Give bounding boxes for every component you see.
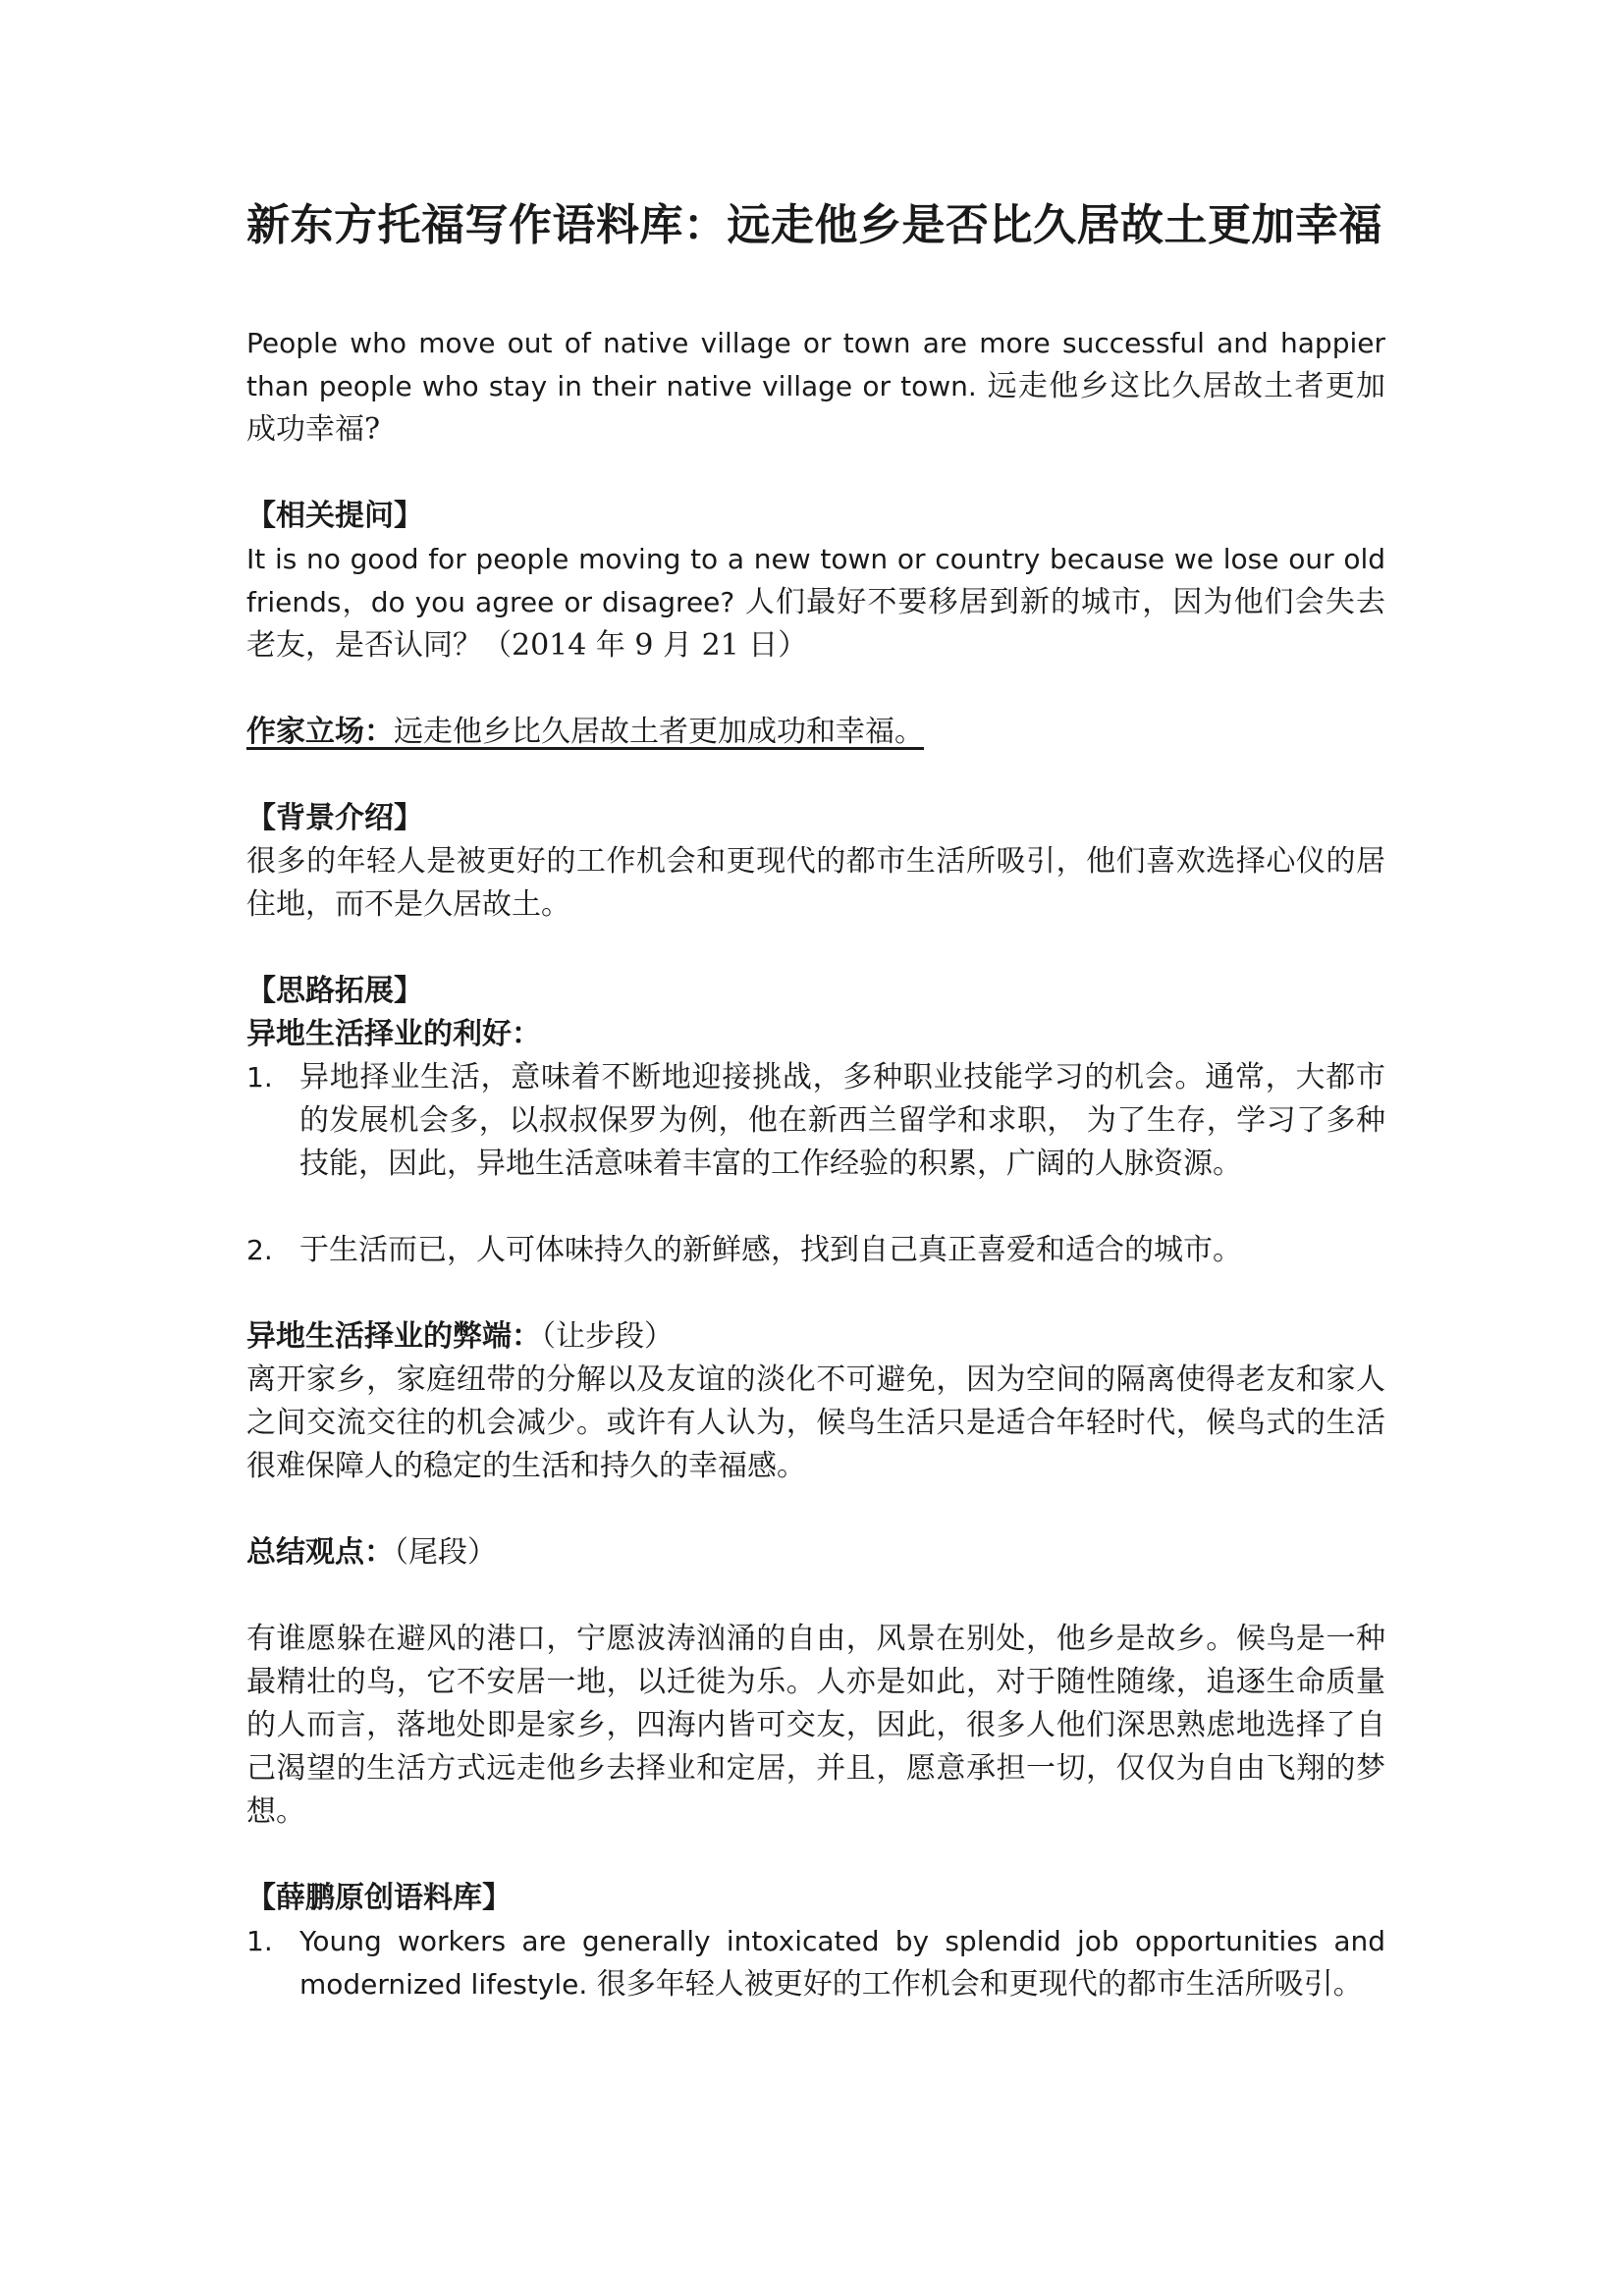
- list-number: 1.: [246, 1061, 273, 1094]
- list-text: 异地择业生活，意味着不断地迎接挑战，多种职业技能学习的机会。通常，大都市的发展机会多，以叔叔保罗为例，他在新西兰留学和求职， 为了生存，学习了多种技能，因此，异地生活意味着丰富的工作经验的积累，广阔的人脉资源。: [299, 1060, 1385, 1181]
- background-text: 很多的年轻人是被更好的工作机会和更现代的都市生活所吸引，他们喜欢选择心仪的居住地，而不是久居故土。: [246, 844, 1385, 922]
- pros-list: [246, 1056, 1385, 1272]
- background-section: [246, 797, 1385, 927]
- summary-note: （尾段）: [394, 1535, 497, 1570]
- list-item: [246, 1920, 1385, 2006]
- corpus-chinese: 很多年轻人被更好的工作机会和更现代的都市生活所吸引。: [596, 1967, 1363, 2002]
- cons-note: （让步段）: [541, 1319, 674, 1354]
- list-text: 于生活而已，人可体味持久的新鲜感，找到自己真正喜爱和适合的城市。: [299, 1233, 1242, 1267]
- corpus-list: [246, 1920, 1385, 2006]
- cons-text: 离开家乡，家庭纽带的分解以及友谊的淡化不可避免，因为空间的隔离使得老友和家人之间交流交往的机会减少。或许有人认为，候鸟生活只是适合年轻时代，候鸟式的生活很难保障人的稳定的生活和持久的幸福感。: [246, 1362, 1385, 1483]
- list-number: 2.: [246, 1234, 273, 1266]
- cons-label: 异地生活择业的弊端：: [246, 1319, 541, 1354]
- summary-heading-line: [246, 1531, 1385, 1575]
- list-item: [246, 1229, 1385, 1272]
- corpus-heading: 【薛鹏原创语料库】: [246, 1881, 512, 1915]
- related-paragraph: [246, 538, 1385, 667]
- list-number: 1.: [246, 1925, 273, 1957]
- document-page: [246, 196, 1385, 2006]
- related-chinese: 人们最好不要移居到新的城市，因为他们会失去老友，是否认同？（2014 年 9 月 21 日）: [246, 585, 1385, 663]
- intro-english: People who move out of native village or town are more successful and happier than people who stay in their native village or town.: [246, 327, 1385, 402]
- related-section: [246, 495, 1385, 667]
- stance-text: 远走他乡比久居故土者更加成功和幸福。: [394, 715, 924, 749]
- ideas-heading: 【思路拓展】: [246, 974, 423, 1008]
- intro-chinese: 远走他乡这比久居故土者更加成功幸福?: [246, 369, 1386, 447]
- cons-heading-line: [246, 1315, 1385, 1359]
- background-heading: 【背景介绍】: [246, 801, 423, 835]
- pros-label: 异地生活择业的利好：: [246, 1017, 541, 1051]
- related-english: It is no good for people moving to a new town or country because we lose our old friends，do you agree or disagree?: [246, 543, 1385, 618]
- intro-paragraph: [246, 322, 1385, 452]
- ideas-section: [246, 970, 1385, 1272]
- stance-label: 作家立场：: [246, 715, 394, 749]
- list-item: [246, 1056, 1385, 1186]
- summary-text: 有谁愿躲在避风的港口，宁愿波涛汹涌的自由，风景在别处，他乡是故乡。候鸟是一种最精壮的鸟，它不安居一地，以迁徙为乐。人亦是如此，对于随性随缘，追逐生命质量的人而言，落地处即是家乡，四海内皆可交友，因此，很多人他们深思熟虑地选择了自己渴望的生活方式远走他乡去择业和定居，并且，愿意承担一切，仅仅为自由飞翔的梦想。: [246, 1622, 1385, 1829]
- related-heading: 【相关提问】: [246, 499, 423, 533]
- author-stance: [246, 711, 1385, 754]
- summary-label: 总结观点：: [246, 1535, 394, 1570]
- cons-section: [246, 1315, 1385, 1488]
- corpus-english: Young workers are generally intoxicated by splendid job opportunities and modernized lifestyle.: [299, 1925, 1385, 2001]
- document-title: 新东方托福写作语料库：远走他乡是否比久居故土更加幸福: [246, 200, 1382, 250]
- corpus-section: [246, 1877, 1385, 2006]
